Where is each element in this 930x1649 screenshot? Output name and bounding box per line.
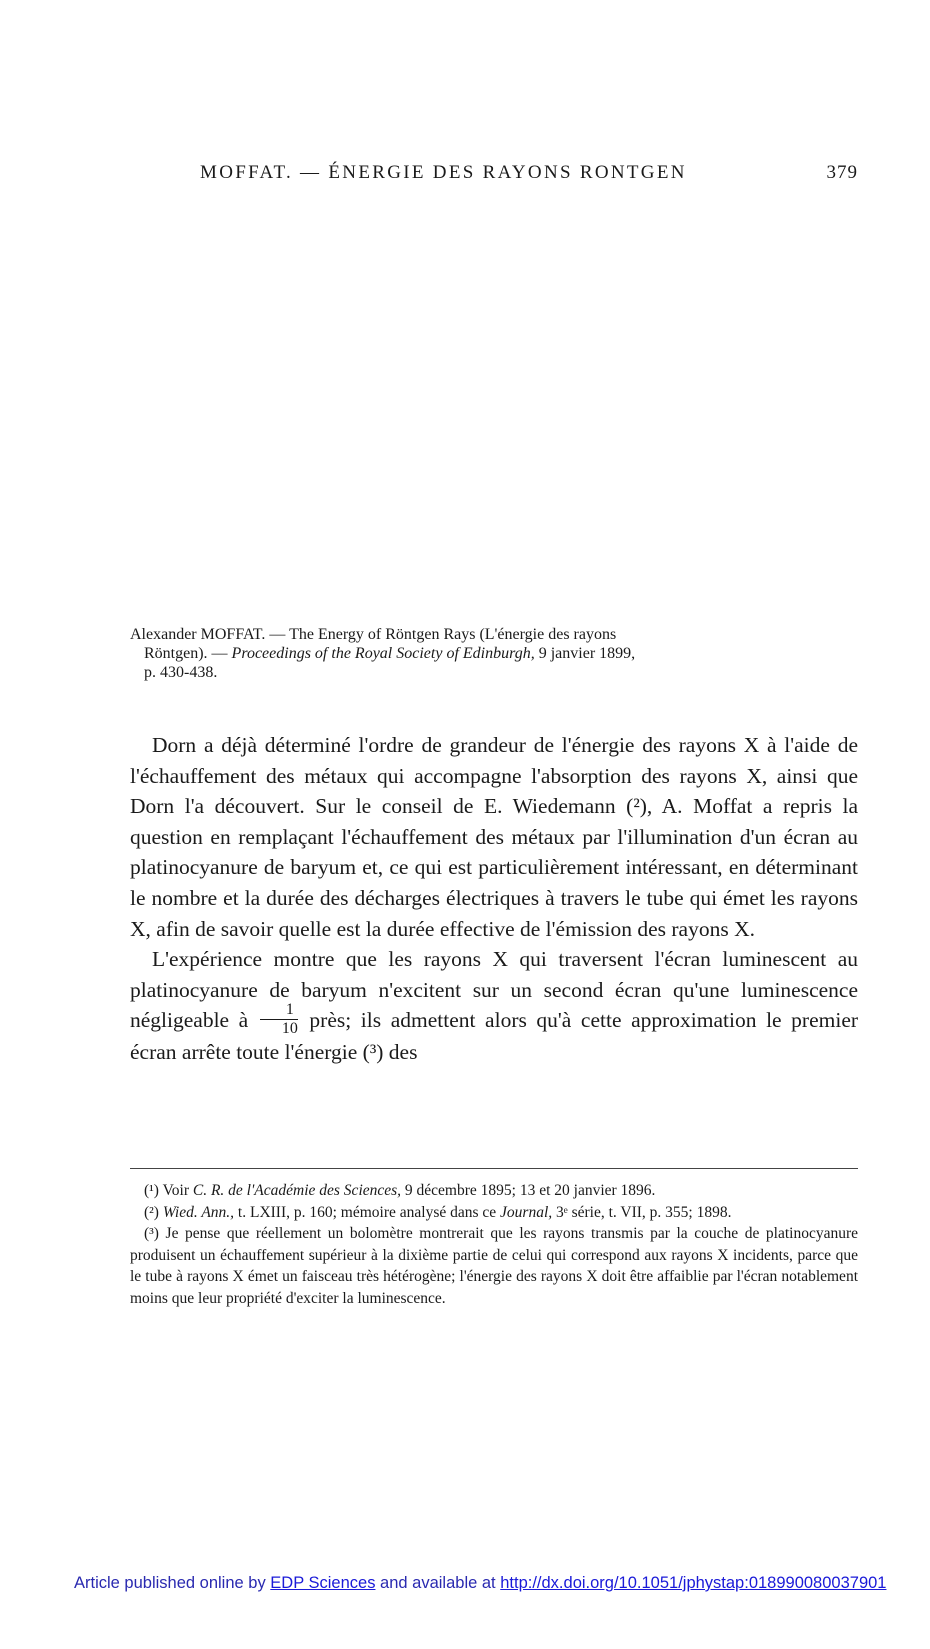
running-title: MOFFAT. — ÉNERGIE DES RAYONS RONTGEN (200, 162, 687, 183)
footnote-1-marker: (¹) Voir (144, 1182, 193, 1199)
footnote-2-series: 3ᵉ série, t. VII, p. 355; 1898. (552, 1203, 732, 1221)
article-reference (130, 625, 858, 682)
footnote-2-text: t. LXIII, p. 160; mémoire analysé dans ce (234, 1203, 501, 1221)
footnote-3: (³) Je pense que réellement un bolomètre montrerait que les rayons transmis par la couche de platinocyanure produisent un échauffement supérieur à la dixième partie de celui qui correspond aux rayons X incidents, parce que le tube à rayons X émet un faisceau très hétérogène; l'énergie des rayons X doit être affaiblie par l'écran notablement moins que leur propriété d'exciter la luminescence. (130, 1225, 858, 1307)
reference-date: 9 janvier 1899, (534, 645, 636, 662)
paragraph-1: Dorn a déjà déterminé l'ordre de grandeur de l'énergie des rayons X à l'aide de l'échauffement des métaux qui accompagne l'absorption des rayons X, ainsi que Dorn l'a découvert. Sur le conseil de E. Wiedemann (²), A. Moffat a repris la question en remplaçant l'échauffement des métaux par l'illumination d'un écran au platinocyanure de baryum et, ce qui est particulièrement intéressant, en déterminant le nombre et la durée des décharges électriques à travers le tube qui émet les rayons X, afin de savoir quelle est la durée effective de l'émission des rayons X. (130, 733, 858, 941)
publisher-banner (74, 1574, 930, 1593)
doi-link[interactable]: http://dx.doi.org/10.1051/jphystap:018990080037901 (500, 1574, 887, 1592)
fraction-denominator: 10 (281, 1019, 298, 1037)
footnote-1-source: C. R. de l'Académie des Sciences, (192, 1182, 402, 1199)
footnote-2 (130, 1202, 858, 1224)
footnote-2-marker: (²) (144, 1203, 163, 1221)
fraction-numerator: 1 (260, 1002, 298, 1020)
reference-line-1: Alexander MOFFAT. — The Energy of Röntgen Rays (L'énergie des rayons (130, 626, 617, 643)
paragraph-2 (130, 944, 858, 1067)
paragraph-2-end: près; ils admettent alors qu'à cette approximation le premier écran arrête toute l'énergie (³) des (130, 1008, 859, 1064)
footnotes (130, 1180, 858, 1309)
edp-sciences-link[interactable]: EDP Sciences (270, 1574, 376, 1592)
reference-author-note: Röntgen). — (144, 645, 232, 662)
fraction (260, 1002, 298, 1037)
paragraph-2-start: L'expérience montre que les rayons X qui traversent l'écran luminescent au platinocyanure de baryum n'excitent sur un second écran qu'une luminescence négligeable à (130, 947, 858, 1033)
reference-line-2 (130, 644, 858, 663)
publisher-middle: and available at (375, 1574, 501, 1592)
footnote-separator (130, 1168, 858, 1169)
reference-pages: p. 430-438. (144, 664, 218, 681)
footnote-1 (130, 1180, 858, 1202)
footnote-1-dates: 9 décembre 1895; 13 et 20 janvier 1896. (401, 1182, 656, 1199)
journal-title: Proceedings of the Royal Society of Edinburgh, (231, 645, 535, 662)
publisher-prefix: Article published online by (74, 1574, 271, 1592)
footnote-2-journal: Journal, (500, 1203, 553, 1221)
footnote-2-source: Wied. Ann., (162, 1203, 235, 1221)
page-number: 379 (826, 162, 858, 183)
main-text (130, 730, 858, 1068)
running-header (200, 162, 858, 184)
